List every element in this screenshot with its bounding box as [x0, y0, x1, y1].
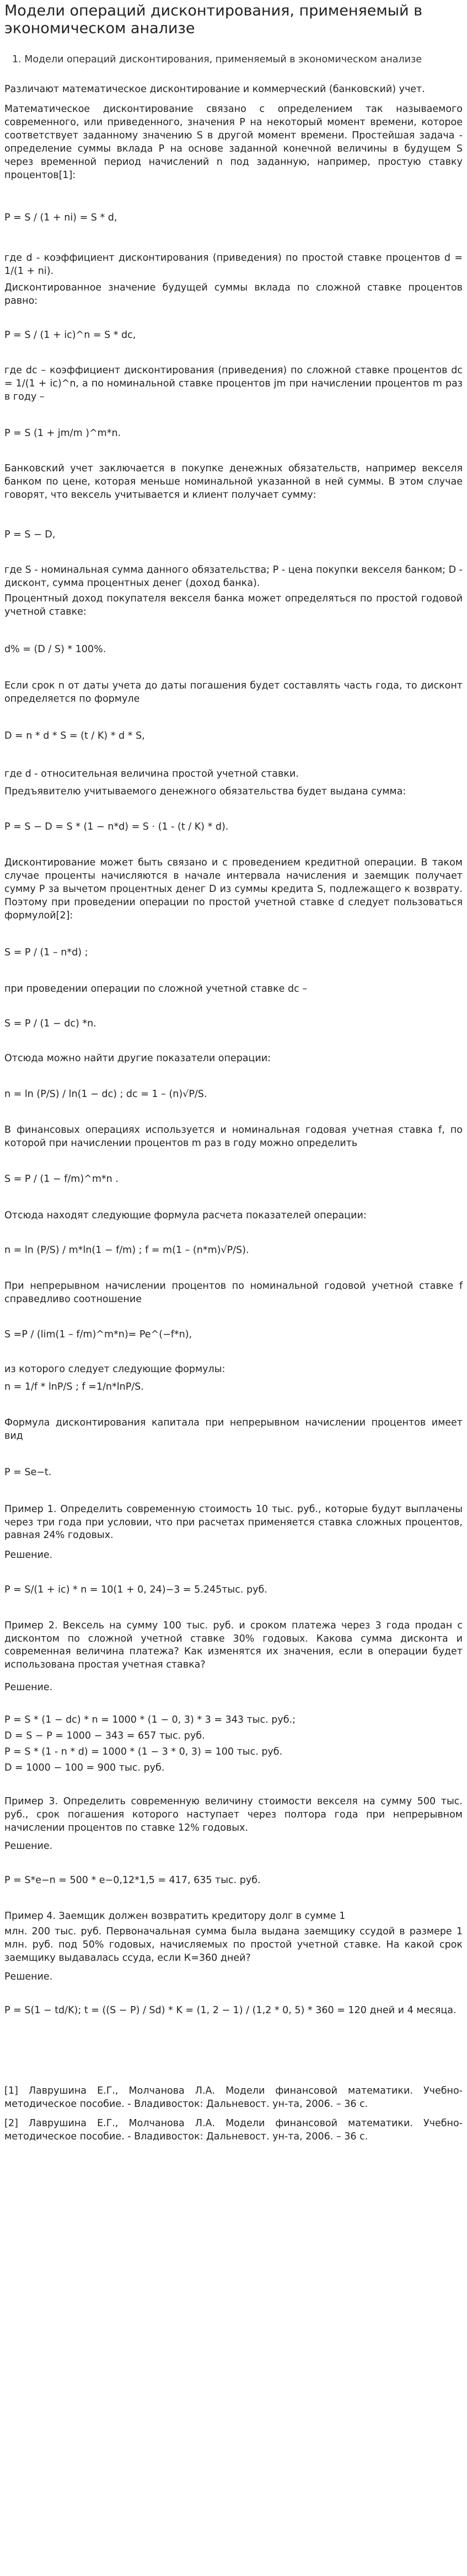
paragraph: Пример 2. Вексель на сумму 100 тыс. руб. и сроком платежа через 3 года продан с дисконтом по сложной учетной ставке 30% годовых. Какова сумма дисконта и современная величина платежа? Как изменятся их значения, если в операции будет использована простая учетная ставка?	[4, 1620, 463, 1670]
paragraph: Формула дисконтирования капитала при непрерывном начислении процентов имеет вид	[4, 1417, 463, 1442]
formula: d% = (D / S) * 100%.	[4, 644, 106, 655]
formula: n = ln (P/S) / m*ln(1 − f/m) ; f = m(1 – (n*m)√P/S).	[4, 1245, 249, 1256]
paragraph: Пример 4. Заемщик должен возвратить кредитору долг в сумме 1	[4, 1911, 346, 1922]
formula: P = S*e−n = 500 * e−0,12*1,5 = 417, 635 тыс. руб.	[4, 1875, 261, 1886]
paragraph: Банковский учет заключается в покупке денежных обязательств, например векселя банком по цене, которая меньше номинальной указанной в ней суммы. В этом случае говорят, что вексель учитывается и клиент получает сумму:	[4, 463, 463, 501]
paragraph: Предъявителю учитываемого денежного обязательства будет выдана сумма:	[4, 786, 406, 797]
paragraph: Пример 1. Определить современную стоимость 10 тыс. руб., которые будут выплачены через три года при условии, что при расчетах применяется ставка сложных процентов, равная 24% годовых.	[4, 1504, 463, 1541]
paragraph: Решение.	[4, 1971, 53, 1982]
formula: D = n * d * S = (t / K) * d * S,	[4, 730, 145, 741]
formula: S = P / (1 − dc) *n.	[4, 1018, 96, 1029]
formula: P = Se−t.	[4, 1467, 52, 1478]
paragraph: Пример 3. Определить современную величину стоимости векселя на сумму 500 тыс. руб., срок погашения которого наступает через полтора года при непрерывном начислении процентов по ставке 12% годовых.	[4, 1796, 463, 1833]
formula: P = S * (1 − dc) * n = 1000 * (1 − 0, 3) * 3 = 343 тыс. руб.;	[4, 1714, 296, 1725]
paragraph: Дисконтированное значение будущей суммы вклада по сложной ставке процентов равно:	[4, 282, 463, 306]
footnote: [1] Лаврушина Е.Г., Молчанова Л.А. Модели финансовой математики. Учебно-методическое пособие. - Владивосток: Дальневост. ун-та, 2006. – 36 с.	[4, 2085, 463, 2110]
formula: P = S − D = S * (1 − n*d) = S · (1 - (t / K) * d).	[4, 821, 229, 832]
paragraph: В финансовых операциях используется и номинальная годовая учетная ставка f, по которой при начислении процентов m раз в году можно определить	[4, 1125, 463, 1149]
formula: n = 1/f * lnP/S ; f =1/n*lnP/S.	[4, 1381, 144, 1392]
paragraph: из которого следует следующие формулы:	[4, 1364, 226, 1375]
paragraph: где d - относительная величина простой учетной ставки.	[4, 768, 299, 779]
formula: P = S * (1 - n * d) = 1000 * (1 − 3 * 0, 3) = 100 тыс. руб.	[4, 1746, 283, 1757]
formula: S = P / (1 − f/m)^m*n .	[4, 1174, 119, 1185]
formula: P = S − D,	[4, 529, 56, 540]
toc-item[interactable]: 1. Модели операций дисконтирования, применяемый в экономическом анализе	[12, 54, 422, 65]
formula: D = 1000 − 100 = 900 тыс. руб.	[4, 1762, 165, 1773]
paragraph: Дисконтирование может быть связано и с проведением кредитной операции. В таком случае проценты начисляются в начале интервала начисления и заемщик получает сумму P за вычетом процентных денег D из суммы кредита S, подлежащего к возврату. Поэтому при проведении операции по простой учетной ставке d следует пользоваться формулой[2]:	[4, 857, 463, 921]
formula: P = S / (1 + ni) = S * d,	[4, 212, 117, 223]
paragraph: Решение.	[4, 1550, 53, 1561]
formula: S = P / (1 – n*d) ;	[4, 947, 88, 958]
paragraph: где S - номинальная сумма данного обязательства; P - цена покупки векселя банком; D - дисконт, сумма процентных денег (доход банка).	[4, 564, 463, 589]
paragraph: Различают математическое дисконтирование и коммерческий (банковский) учет.	[4, 84, 425, 95]
formula: P = S (1 + jm/m )^m*n.	[4, 428, 121, 439]
formula: n = ln (P/S) / ln(1 − dc) ; dc = 1 – (n)√P/S.	[4, 1089, 207, 1100]
paragraph: где dc – коэффициент дисконтирования (приведения) по сложной ставке процентов dc = 1/(1 + ic)^n, а по номинальной ставке процентов jm при начислении процентов m раз в году –	[4, 365, 463, 402]
formula: P = S(1 − td/K); t = ((S − P) / Sd) * K = (1, 2 − 1) / (1,2 * 0, 5) * 360 = 120 дней и 4 месяца.	[4, 2005, 457, 2016]
footnote: [2] Лаврушина Е.Г., Молчанова Л.А. Модели финансовой математики. Учебно-методическое пособие. - Владивосток: Дальневост. ун-та, 2006. – 36 с.	[4, 2118, 463, 2142]
formula: D = S − P = 1000 − 343 = 657 тыс. руб.	[4, 1730, 205, 1741]
formula: P = S/(1 + ic) * n = 10(1 + 0, 24)−3 = 5.245тыс. руб.	[4, 1584, 267, 1595]
paragraph: при проведении операции по сложной учетной ставке dc –	[4, 983, 308, 994]
formula: P = S / (1 + ic)^n = S * dc,	[4, 330, 136, 341]
paragraph: Математическое дисконтирование связано с определением так называемого современного, или приведенного, значения P на некоторый момент времени, которое соответствует заданному значению S в другой момент времени. Простейшая задача - определение суммы вклада P на основе заданной конечной величины в будущем S через временной период начислений n под заданную, например, простую ставку процентов[1]:	[4, 104, 463, 181]
paragraph: Решение.	[4, 1682, 53, 1693]
paragraph: млн. 200 тыс. руб. Первоначальная сумма была выдана заемщику ссудой в размере 1 млн. руб. под 50% годовых, начисляемых по простой учетной ставке. На какой срок заемщику выдавалась ссуда, если К=360 дней?	[4, 1926, 463, 1964]
paragraph: Отсюда можно найти другие показатели операции:	[4, 1053, 271, 1064]
paragraph: Решение.	[4, 1841, 53, 1852]
paragraph: При непрерывном начислении процентов по номинальной годовой учетной ставке f справедливо соотношение	[4, 1281, 463, 1305]
paragraph: Процентный доход покупателя векселя банка может определяться по простой годовой учетной ставке:	[4, 593, 463, 617]
page-title: Модели операций дисконтирования, применяемый в экономическом анализе	[4, 2, 423, 37]
paragraph: Отсюда находят следующие формула расчета показателей операции:	[4, 1210, 367, 1221]
paragraph: Если срок n от даты учета до даты погашения будет составлять часть года, то дисконт определяется по формуле	[4, 680, 463, 704]
formula: S =P / (lim(1 – f/m)^m*n)= Pe^(−f*n),	[4, 1329, 192, 1340]
paragraph: где d - коэффициент дисконтирования (приведения) по простой ставке процентов d = 1/(1 + ni).	[4, 252, 463, 277]
